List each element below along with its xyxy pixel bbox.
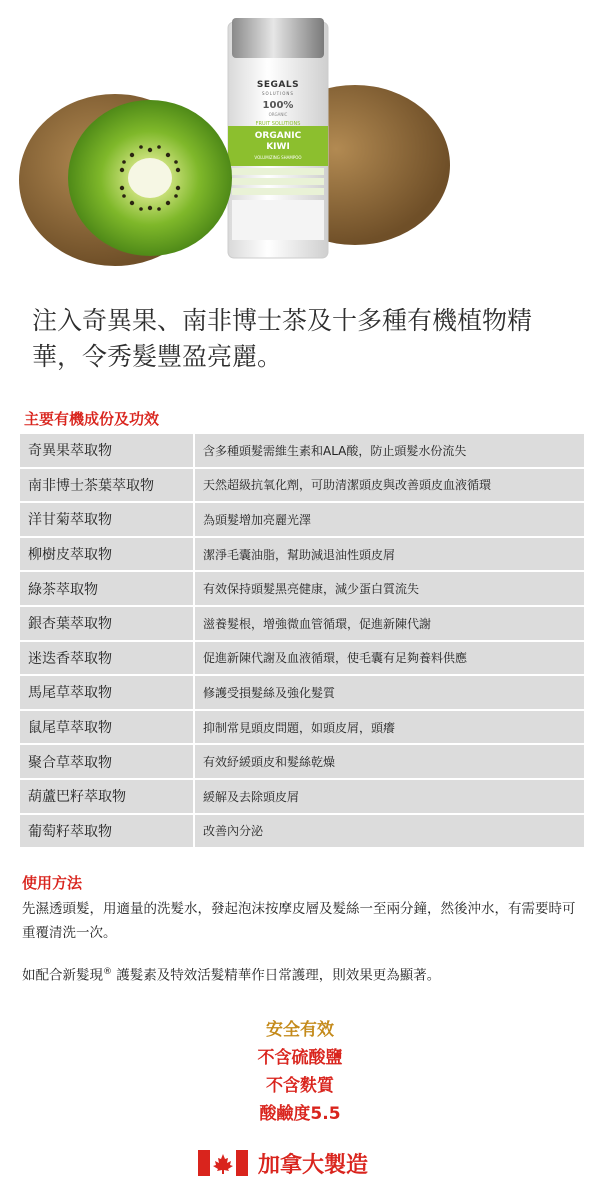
table-row (19, 675, 585, 710)
table-row (19, 641, 585, 676)
table-row (19, 433, 585, 468)
registered-mark: ® (103, 967, 112, 977)
claim-gluten-free: 不含麩質 (266, 1076, 334, 1096)
ingredient-name: 葡萄籽萃取物 (19, 814, 194, 849)
ingredient-effect: 改善內分泌 (194, 814, 585, 849)
ingredient-name: 奇異果萃取物 (19, 433, 194, 468)
ingredient-effect: 滋養髮根，增強微血管循環，促進新陳代謝 (194, 606, 585, 641)
ingredient-name: 南非博士茶葉萃取物 (19, 468, 194, 503)
canada-flag-icon (198, 1150, 248, 1176)
ingredient-name: 鼠尾草萃取物 (19, 710, 194, 745)
ingredient-effect: 緩解及去除頭皮屑 (194, 779, 585, 814)
bottle-name-2: KIWI (266, 142, 290, 152)
ingredient-effect: 促進新陳代謝及血液循環，使毛囊有足夠養料供應 (194, 641, 585, 676)
usage-title: 使用方法 (22, 874, 83, 892)
bottle-line: FRUIT SOLUTIONS (255, 121, 301, 127)
bottle-name-1: ORGANIC (254, 131, 302, 141)
ingredient-name: 馬尾草萃取物 (19, 675, 194, 710)
bottle-cap (232, 18, 324, 58)
ingredient-effect: 為頭髮增加亮麗光澤 (194, 502, 585, 537)
usage-text: 先濕透頭髮，用適量的洗髮水，發起泡沫按摩皮層及髮絲一至兩分鐘，然後沖水，有需要時可重覆清洗一次。 (22, 901, 576, 941)
claim-safe: 安全有效 (266, 1020, 334, 1040)
ingredient-effect: 有效保持頭髮黑亮健康，減少蛋白質流失 (194, 571, 585, 606)
combo-text (22, 962, 582, 986)
bottle-brand: SEGALS (256, 80, 300, 90)
ingredient-effect: 天然超級抗氧化劑，可助清潔頭皮與改善頭皮血液循環 (194, 468, 585, 503)
ingredient-effect: 潔淨毛囊油脂，幫助減退油性頭皮屑 (194, 537, 585, 572)
ingredient-name: 聚合草萃取物 (19, 744, 194, 779)
made-in-canada (198, 1148, 368, 1178)
ingredient-effect: 修護受損髮絲及強化髮質 (194, 675, 585, 710)
claim-ph: 酸鹼度5.5 (259, 1104, 341, 1124)
ingredient-effect: 抑制常見頭皮問題，如頭皮屑，頭癢 (194, 710, 585, 745)
ingredient-name: 迷迭香萃取物 (19, 641, 194, 676)
table-row (19, 537, 585, 572)
headline: 注入奇異果、南非博士茶及十多種有機植物精華，令秀髮豐盈亮麗。 (32, 306, 533, 371)
combo-text-after: 護髮素及特效活髮精華作日常護理，則效果更為顯著。 (112, 967, 441, 984)
origin-label: 加拿大製造 (258, 1152, 369, 1178)
ingredient-name: 柳樹皮萃取物 (19, 537, 194, 572)
ingredient-effect: 含多種頭髮需維生素和ALA酸，防止頭髮水份流失 (194, 433, 585, 468)
bottle-type: VOLUMIZING SHAMPOO (254, 155, 302, 160)
table-row (19, 744, 585, 779)
ingredient-name: 洋甘菊萃取物 (19, 502, 194, 537)
ingredient-effect: 有效紓緩頭皮和髮絲乾燥 (194, 744, 585, 779)
table-row (19, 502, 585, 537)
ingredient-name: 葫蘆巴籽萃取物 (19, 779, 194, 814)
ingredient-name: 綠茶萃取物 (19, 571, 194, 606)
product-photo (0, 0, 600, 285)
claim-sulfate-free: 不含硫酸鹽 (257, 1048, 343, 1068)
table-row (19, 814, 585, 849)
ingredients-table (18, 432, 586, 849)
bottle-organic-small: ORGANIC (268, 112, 288, 117)
ingredients-title: 主要有機成份及功效 (24, 410, 160, 428)
ingredient-name: 銀杏葉萃取物 (19, 606, 194, 641)
table-row (19, 710, 585, 745)
table-row (19, 606, 585, 641)
bottle-brand-sub: SOLUTIONS (262, 91, 294, 96)
combo-text-before: 如配合新髮現 (22, 967, 103, 984)
table-row (19, 779, 585, 814)
table-row (19, 468, 585, 503)
table-row (19, 571, 585, 606)
bottle-percent: 100% (262, 100, 294, 111)
